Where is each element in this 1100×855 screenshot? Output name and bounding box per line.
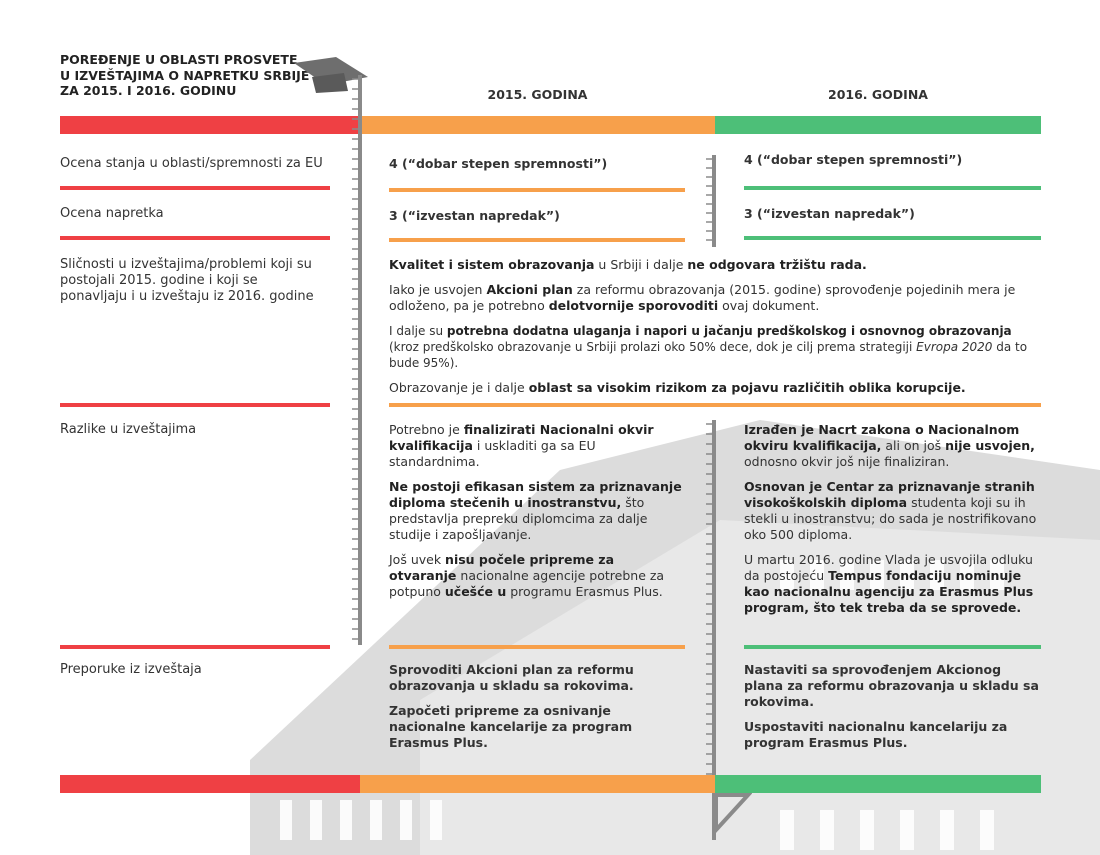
column-header-2015: 2015. GODINA xyxy=(487,87,588,102)
razlike-2015-paragraph-2: Ne postoji efikasan sistem za priznavanje diploma stečenih u inostranstvu, što predstavlja prepreku diplomcima za dalje studije i zapošljavanje. xyxy=(389,479,682,542)
page-title: POREĐENJE U OBLASTI PROSVETE U IZVEŠTAJIMA O NAPRETKU SRBIJE ZA 2015. I 2016. GODINU xyxy=(60,52,310,98)
preporuke-2015-item-1: Sprovoditi Akcioni plan za reformu obrazovanja u skladu sa rokovima. xyxy=(389,662,634,693)
preporuke-2016-item-2: Uspostaviti nacionalnu kancelariju za program Erasmus Plus. xyxy=(744,719,1008,750)
footer-bar-red xyxy=(60,775,360,793)
razlike-2016 xyxy=(744,422,1040,625)
ocena-stanja-2015: 4 (“dobar stepen spremnosti”) xyxy=(389,156,608,171)
razlike-2015-paragraph-3: Još uvek nisu počele pripreme za otvaranje nacionalne agencije potrebne za potpuno učešće u programu Erasmus Plus. xyxy=(389,552,665,599)
preporuke-2016 xyxy=(744,662,1040,760)
footer-bar-orange xyxy=(360,775,715,793)
slicnosti-paragraph-4: Obrazovanje je i dalje oblast sa visokim rizikom za pojavu različitih oblika korupcije. xyxy=(389,380,966,395)
column-header-2016: 2016. GODINA xyxy=(828,87,928,102)
ocena-napretka-2015: 3 (“izvestan napredak”) xyxy=(389,208,560,223)
row-label-razlike: Razlike u izveštajima xyxy=(60,422,197,437)
preporuke-2016-item-1: Nastaviti sa sprovođenjem Akcionog plana za reformu obrazovanja u skladu sa rokovima. xyxy=(744,662,1039,709)
razlike-2016-paragraph-2: Osnovan je Centar za priznavanje stranih visokoškolskih diploma studenta koji su ih stekli u inostranstvu; do sada je nostrifikovano oko 500 diploma. xyxy=(744,479,1037,542)
row-divider xyxy=(389,188,685,192)
row-divider xyxy=(60,645,330,649)
row-label-ocena-stanja: Ocena stanja u oblasti/spremnosti za EU xyxy=(60,156,323,171)
razlike-2016-paragraph-1: Izrađen je Nacrt zakona o Nacionalnom okviru kvalifikacija, ali on još nije usvojen, odnosno okvir još nije finaliziran. xyxy=(744,422,1035,469)
slicnosti-paragraph-3: I dalje su potrebna dodatna ulaganja i napori u jačanju predškolskog i osnovnog obrazovanja (kroz predškolsko obrazovanje u Srbiji prolazi oko 50% dece, dok je cilj prema strategiji Evropa 2020 da to bude 95%). xyxy=(389,324,1028,370)
row-divider xyxy=(744,236,1041,240)
razlike-2015-paragraph-1: Potrebno je finalizirati Nacionalni okvir kvalifikacija i uskladiti ga sa EU standardnima. xyxy=(389,422,654,469)
slicnosti-paragraph-1: Kvalitet i sistem obrazovanja u Srbiji i dalje ne odgovara tržištu rada. xyxy=(389,257,867,272)
footer-bar-green xyxy=(715,775,1041,793)
row-label-preporuke: Preporuke iz izveštaja xyxy=(60,662,202,677)
slicnosti-paragraph-2: Iako je usvojen Akcioni plan za reformu obrazovanja (2015. godine) sprovođenje pojedinih mera je odloženo, pa je potrebno delotvornije sporovoditi ovaj dokument. xyxy=(389,282,1016,313)
row-divider xyxy=(389,403,1041,407)
row-divider xyxy=(389,238,685,242)
row-divider xyxy=(744,186,1041,190)
razlike-2016-paragraph-3: U martu 2016. godine Vlada je usvojila odluku da postojeću Tempus fondaciju nominuje kao nacionalnu agenciju za Erasmus Plus program, što tek treba da se sprovede. xyxy=(744,552,1034,615)
row-divider xyxy=(60,186,330,190)
ruler-left xyxy=(346,75,368,645)
preporuke-2015-item-2: Započeti pripreme za osnivanje nacionalne kancelarije za program Erasmus Plus. xyxy=(389,703,633,750)
ocena-napretka-2016: 3 (“izvestan napredak”) xyxy=(744,206,915,221)
row-divider xyxy=(744,645,1041,649)
razlike-2015 xyxy=(389,422,684,609)
row-divider xyxy=(389,645,685,649)
header-bar-red xyxy=(60,116,360,134)
row-label-ocena-napretka: Ocena napretka xyxy=(60,206,164,221)
slicnosti-content xyxy=(389,257,1039,405)
header-bar-orange xyxy=(360,116,715,134)
header-bar-green xyxy=(715,116,1041,134)
preporuke-2015 xyxy=(389,662,689,760)
row-divider xyxy=(60,236,330,240)
ruler-2016-top xyxy=(702,155,724,247)
row-label-slicnosti: Sličnosti u izveštajima/problemi koji su postojali 2015. godine i koji se ponavljaju i u izveštaju iz 2016. godine xyxy=(60,257,314,304)
ocena-stanja-2016: 4 (“dobar stepen spremnosti”) xyxy=(744,152,963,167)
row-divider xyxy=(60,403,330,407)
